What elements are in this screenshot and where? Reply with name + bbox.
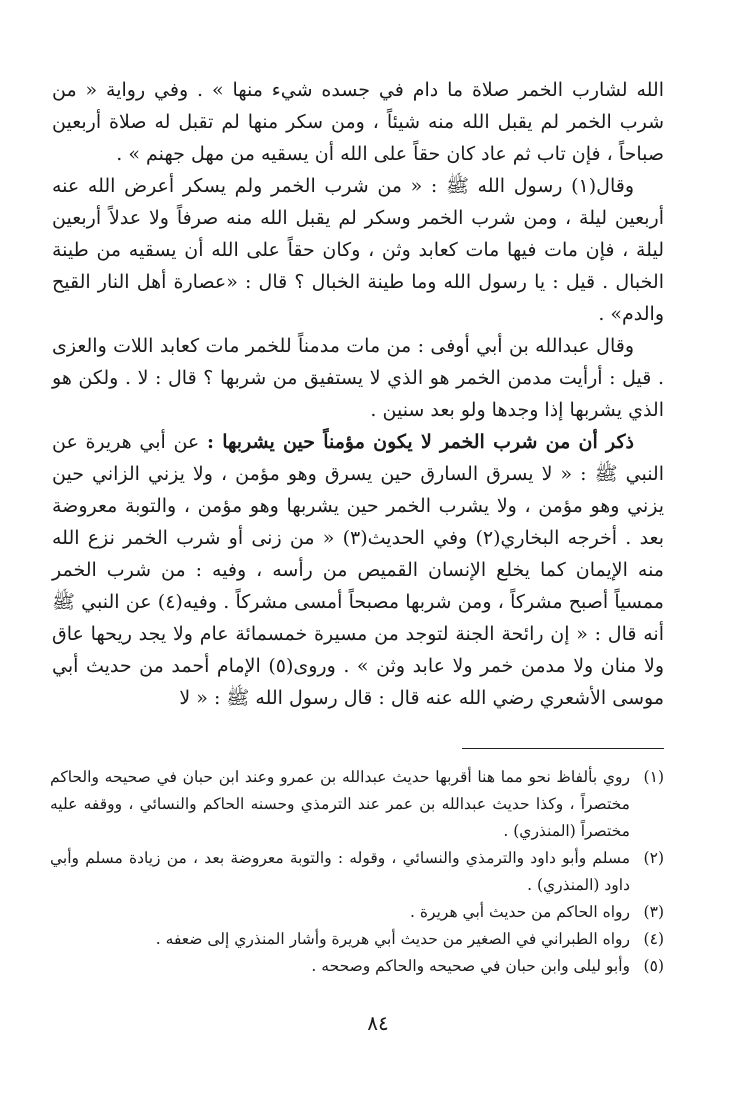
footnote <box>50 953 664 980</box>
footnote-text: وأبو ليلى وابن حبان في صحيحه والحاكم وصححه . <box>311 957 630 975</box>
paragraph-4 <box>52 426 664 714</box>
footnote <box>50 899 664 926</box>
footnote-number: (١) <box>643 768 664 786</box>
paragraph-3: وقال عبدالله بن أبي أوفى : من مات مدمناً للخمر مات كعابد اللات والعزى . قيل : أرأيت مدمن الخمر هو الذي لا يستفيق من شربها ؟ قال : لا . ولكن هو الذي يشربها إذا وجدها ولو بعد سنين . <box>52 335 664 421</box>
footnote-text: رواه الطبراني في الصغير من حديث أبي هريرة وأشار المنذري إلى ضعفه . <box>155 930 630 948</box>
paragraph-4-body: عن أبي هريرة عن النبي ﷺ : « لا يسرق السارق حين يسرق وهو مؤمن ، ولا يزني الزاني حين يزني وهو مؤمن ، ولا يشرب الخمر حين يشربها وهو مؤمن ، والتوبة معروضة بعد . أخرجه البخاري(٢) وفي الحديث(٣) « من زنى أو شرب الخمر نزع الله منه الإيمان كما يخلع الإنسان القميص من رأسه ، وفيه : من شرب الخمر ممسياً أصبح مشركاً ، ومن شربها مصبحاً أمسى مشركاً . وفيه(٤) عن النبي ﷺ أنه قال : « إن رائحة الجنة لتوجد من مسيرة خمسمائة عام ولا يجد ريحها عاق ولا منان ولا مدمن خمر ولا عابد وثن » . وروى(٥) الإمام أحمد من حديث أبي موسى الأشعري رضي الله عنه قال : قال رسول الله ﷺ : « لا <box>52 431 665 709</box>
main-text <box>52 74 664 714</box>
footnote-text: مسلم وأبو داود والترمذي والنسائي ، وقوله : والتوبة معروضة بعد ، من زيادة مسلم وأبي داود (المنذري) . <box>50 849 630 894</box>
section-heading: ذكر أن من شرب الخمر لا يكون مؤمناً حين يشربها : <box>206 431 634 453</box>
paragraph-2: وقال(١) رسول الله ﷺ : « من شرب الخمر ولم يسكر أعرض الله عنه أربعين ليلة ، ومن شرب الخمر وسكر لم يقبل الله منه صرفاً ولا عدلاً أربعين ليلة ، فإن مات فيها مات كعابد وثن ، وكان حقاً على الله أن يسقيه من طينة الخبال . قيل : يا رسول الله وما طينة الخبال ؟ قال : «عصارة أهل النار القيح والدم» . <box>52 175 664 325</box>
footnote-divider <box>462 748 664 749</box>
page-number: ٨٤ <box>367 1011 389 1035</box>
footnote-text: رواه الحاكم من حديث أبي هريرة . <box>410 903 630 921</box>
footnote-number: (٣) <box>643 903 664 921</box>
footnote <box>50 764 664 845</box>
footnotes <box>50 764 664 980</box>
footnote <box>50 845 664 899</box>
footnote-text: روي بألفاظ نحو مما هنا أقربها حديث عبدالله بن عمرو وعند ابن حبان في صحيحه والحاكم مختصراً ، وكذا حديث عبدالله بن عمر عند الترمذي وحسنه الحاكم والنسائي ، ووقفه عليه مختصراً (المنذري) . <box>50 768 630 840</box>
footnote-number: (٥) <box>643 957 664 975</box>
footnote <box>50 926 664 953</box>
footnote-number: (٤) <box>643 930 664 948</box>
footnote-number: (٢) <box>643 849 664 867</box>
paragraph-1: الله لشارب الخمر صلاة ما دام في جسده شيء منها » . وفي رواية « من شرب الخمر لم يقبل الله منه شيئاً ، ومن سكر منها لم تقبل له صلاة أربعين صباحاً ، فإن تاب ثم عاد كان حقاً على الله أن يسقيه من مهل جهنم » . <box>52 79 664 165</box>
